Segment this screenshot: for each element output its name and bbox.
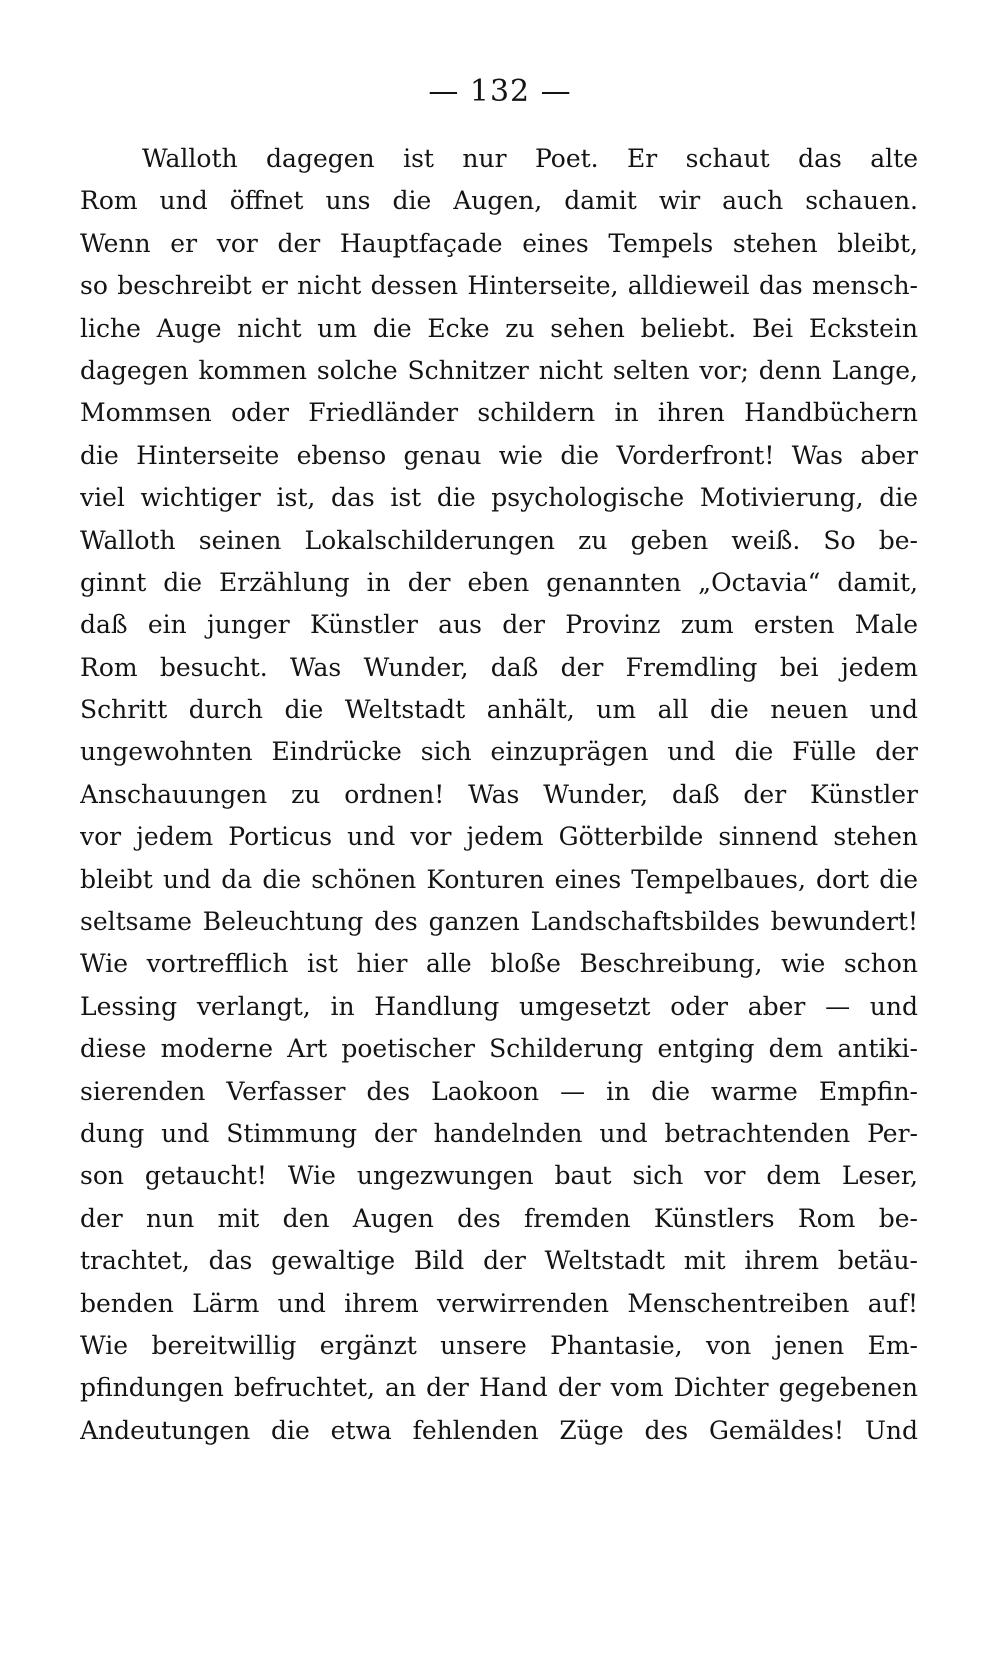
text-line: daß ein junger Künstler aus der Provinz zum ersten Male (80, 610, 918, 640)
text-line: Wenn er vor der Hauptfaçade eines Tempels stehen bleibt, (80, 228, 918, 258)
text-line: diese moderne Art poetischer Schilderung entging dem antiki- (80, 1034, 918, 1064)
text-line: ginnt die Erzählung in der eben genannten „Octavia“ damit, (80, 567, 918, 597)
text-line: Anschauungen zu ordnen! Was Wunder, daß der Künstler (80, 779, 918, 809)
text-line: Mommsen oder Friedländer schildern in ihren Handbüchern (80, 398, 918, 428)
text-line: Walloth dagegen ist nur Poet. Er schaut das alte (142, 144, 918, 173)
text-line: son getaucht! Wie ungezwungen baut sich vor dem Leser, (80, 1161, 918, 1191)
text-line: sierenden Verfasser des Laokoon — in die warme Empfin- (80, 1076, 918, 1106)
text-line: Lessing verlangt, in Handlung umgesetzt oder aber — und (80, 991, 918, 1021)
text-line: vor jedem Porticus und vor jedem Götterbilde sinnend stehen (80, 822, 918, 852)
text-line: liche Auge nicht um die Ecke zu sehen beliebt. Bei Eckstein (80, 313, 918, 343)
text-line: Walloth seinen Lokalschilderungen zu geben weiß. So be- (80, 525, 918, 555)
text-line: dagegen kommen solche Schnitzer nicht selten vor; denn Lange, (80, 355, 918, 385)
text-line: Wie vortrefflich ist hier alle bloße Beschreibung, wie schon (80, 949, 918, 979)
body-text (80, 138, 918, 1452)
text-line: Schritt durch die Weltstadt anhält, um all die neuen und (80, 695, 918, 725)
text-line: Andeutungen die etwa fehlenden Züge des Gemäldes! Und (80, 1415, 918, 1445)
text-line: der nun mit den Augen des fremden Künstlers Rom be- (80, 1203, 918, 1233)
text-line: Wie bereitwillig ergänzt unsere Phantasie, von jenen Em- (80, 1330, 918, 1360)
text-line: trachtet, das gewaltige Bild der Weltstadt mit ihrem betäu- (80, 1246, 918, 1276)
text-line: ungewohnten Eindrücke sich einzuprägen und die Fülle der (80, 737, 918, 767)
text-line: pfindungen befruchtet, an der Hand der vom Dichter gegebenen (80, 1373, 918, 1403)
text-line: benden Lärm und ihrem verwirrenden Menschentreiben auf! (80, 1288, 918, 1318)
text-line: so beschreibt er nicht dessen Hinterseite, alldieweil das mensch- (80, 271, 918, 301)
text-line: die Hinterseite ebenso genau wie die Vorderfront! Was aber (80, 440, 918, 470)
text-line: seltsame Beleuchtung des ganzen Landschaftsbildes bewundert! (80, 907, 918, 937)
page-number: — 132 — (428, 74, 572, 109)
text-line: dung und Stimmung der handelnden und betrachtenden Per- (80, 1118, 918, 1148)
text-line: viel wichtiger ist, das ist die psychologische Motivierung, die (80, 483, 918, 513)
text-line: bleibt und da die schönen Konturen eines Tempelbaues, dort die (80, 864, 918, 894)
text-line: Rom besucht. Was Wunder, daß der Fremdling bei jedem (80, 652, 918, 682)
text-line: Rom und öffnet uns die Augen, damit wir auch schauen. (80, 186, 918, 216)
